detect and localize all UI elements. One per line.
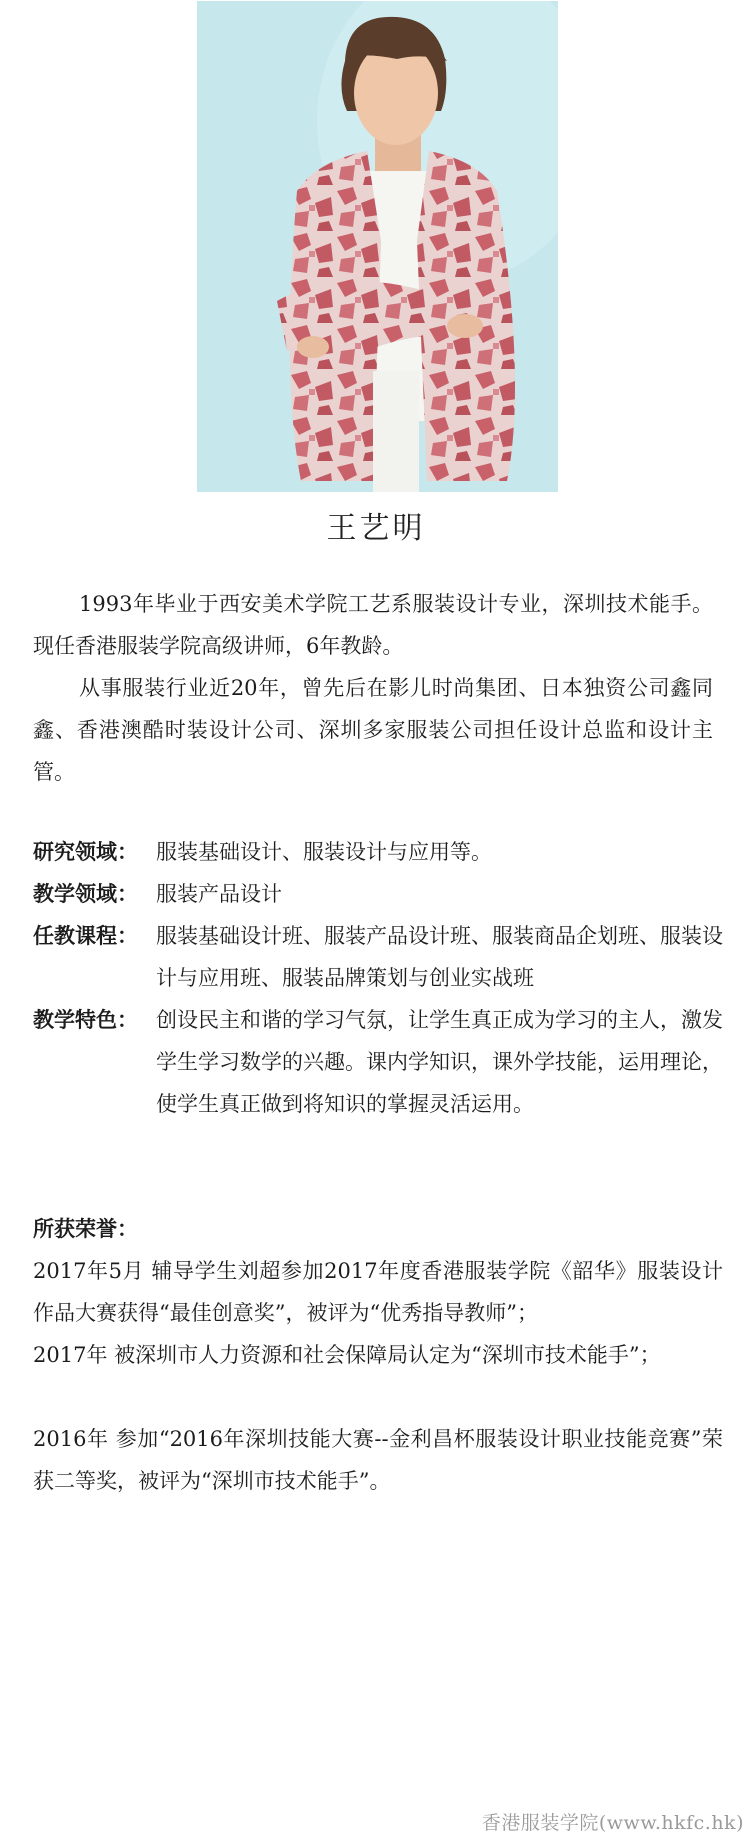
honor-item-3: 2016年 参加“2016年深圳技能大赛--金利昌杯服装设计职业技能竞赛”荣获二等奖，被评为“深圳市技术能手”。 bbox=[33, 1427, 723, 1493]
detail-row-courses bbox=[33, 915, 733, 999]
detail-value: 服装基础设计班、服装产品设计班、服装商品企划班、服装设计与应用班、服装品牌策划与创业实战班 bbox=[156, 924, 723, 990]
detail-label: 教学领域： bbox=[33, 881, 138, 906]
detail-label: 研究领域： bbox=[33, 839, 138, 864]
detail-label: 任教课程： bbox=[33, 923, 138, 948]
footer-watermark: 香港服装学院(www.hkfc.hk) bbox=[481, 1812, 744, 1834]
intro-paragraph-1: 1993年毕业于西安美术学院工艺系服装设计专业，深圳技术能手。现任香港服装学院高级讲师，6年教龄。 bbox=[33, 592, 713, 658]
detail-row-teaching-style bbox=[33, 999, 733, 1125]
detail-row-teaching-field bbox=[33, 873, 733, 915]
portrait-photo bbox=[197, 1, 558, 492]
honor-item-2: 2017年 被深圳市人力资源和社会保障局认定为“深圳市技术能手”； bbox=[33, 1343, 661, 1367]
detail-label: 教学特色： bbox=[33, 1007, 138, 1032]
intro-paragraph-2: 从事服装行业近20年，曾先后在影儿时尚集团、日本独资公司鑫同鑫、香港澳酷时装设计公司、深圳多家服装公司担任设计总监和设计主管。 bbox=[33, 676, 713, 784]
portrait-illustration bbox=[197, 1, 558, 492]
detail-value: 服装产品设计 bbox=[156, 882, 282, 906]
teacher-name: 王艺明 bbox=[326, 511, 426, 546]
honors-heading: 所获荣誉： bbox=[33, 1216, 138, 1241]
detail-row-research bbox=[33, 831, 733, 873]
detail-value: 服装基础设计、服装设计与应用等。 bbox=[156, 840, 492, 864]
detail-value: 创设民主和谐的学习气氛，让学生真正成为学习的主人，激发学生学习数学的兴趣。课内学知识，课外学技能，运用理论，使学生真正做到将知识的掌握灵活运用。 bbox=[156, 1008, 723, 1116]
honor-item-1: 2017年5月 辅导学生刘超参加2017年度香港服装学院《韶华》服装设计作品大赛获得“最佳创意奖”，被评为“优秀指导教师”； bbox=[33, 1259, 723, 1325]
